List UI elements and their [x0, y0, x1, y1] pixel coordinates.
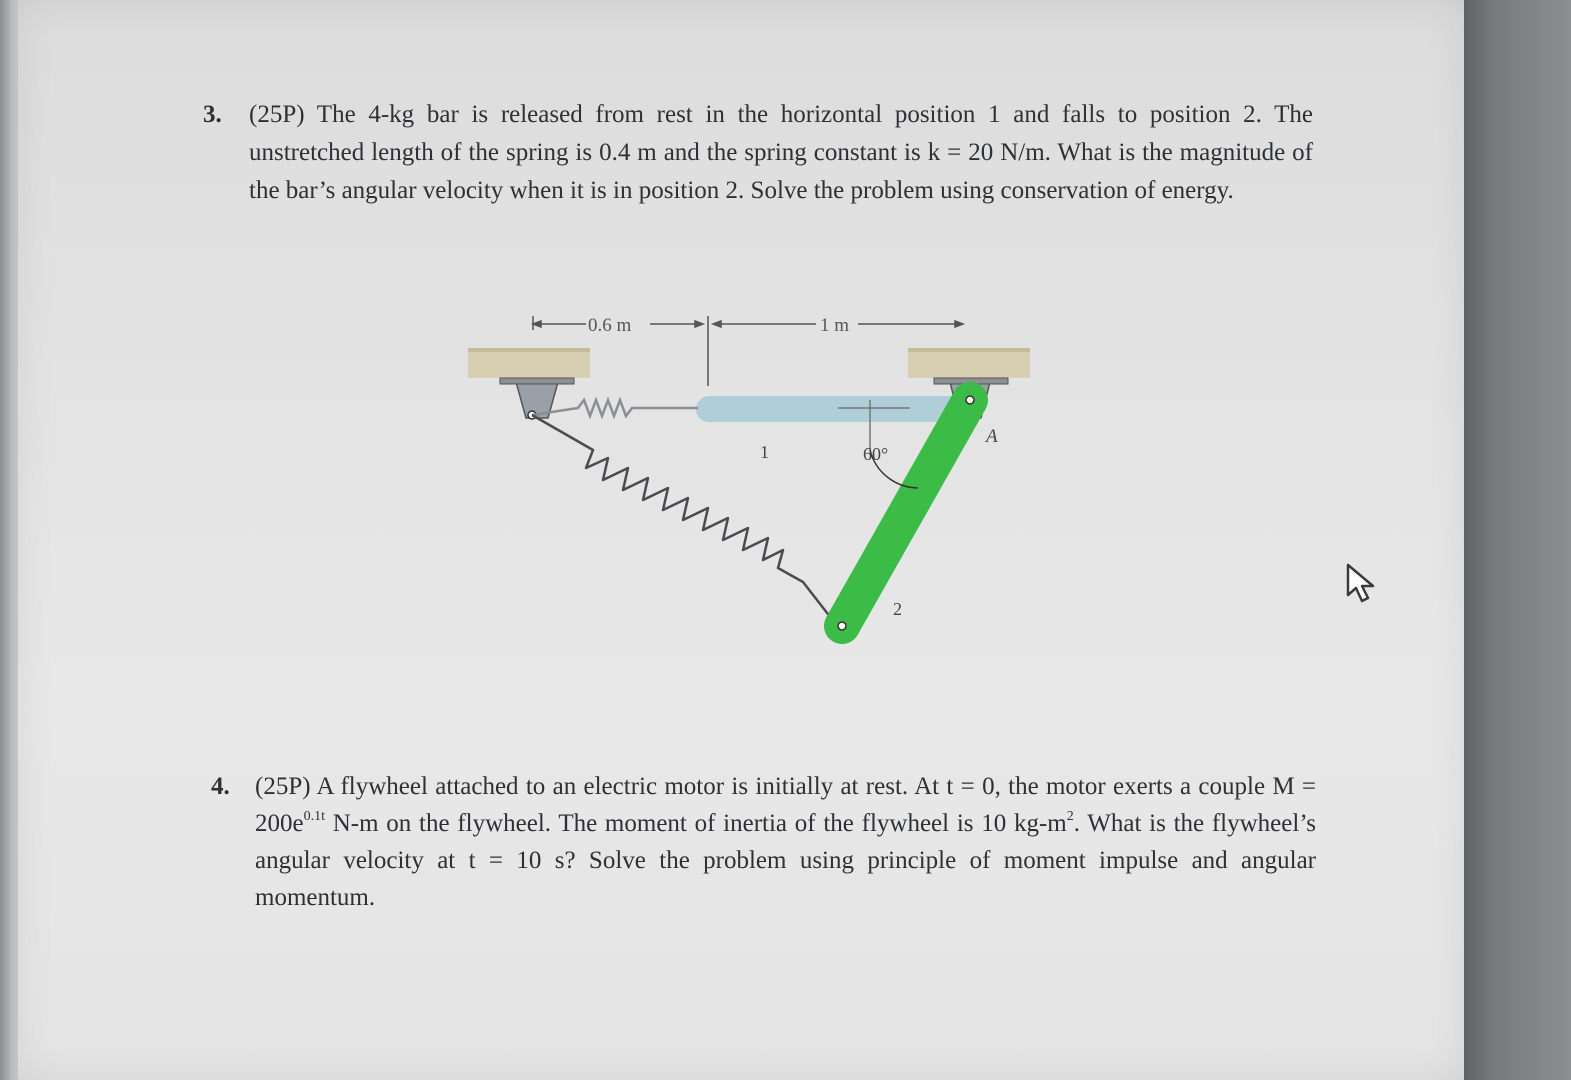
spring-position-2: [532, 415, 838, 627]
dim-left-label: 0.6 m: [588, 315, 632, 336]
problem-4-number: 4.: [211, 773, 230, 800]
problem-4-text: [255, 768, 1316, 916]
problem-3-points: (25P): [249, 101, 305, 128]
problem-3-body: The 4-kg bar is released from rest in the horizontal position 1 and falls to position 2. The unstretched length of the spring is 0.4 m and the spring constant is k = 20 N/m. What is the magnitude of the bar’s angular velocity when it is in position 2. Solve the problem using conservation of energy.: [249, 101, 1313, 204]
mouse-pointer-icon: [1345, 563, 1379, 603]
angle-label: 60°: [863, 444, 889, 464]
document-page: [18, 0, 1464, 1080]
problem-4-points: (25P): [255, 773, 311, 800]
bar-position-2: [842, 400, 970, 626]
problem-3-figure: [458, 300, 1058, 660]
problem-4-exponent-2: 2: [1066, 808, 1074, 824]
point-a-label: A: [986, 426, 998, 447]
problem-4-body-1: A flywheel attached to an electric motor is initially at rest. At t = 0, the motor exerts a couple M = 200e: [255, 773, 1317, 837]
position-1-label: 1: [760, 442, 769, 462]
right-pin: [966, 396, 974, 404]
problem-3-text: [249, 96, 1313, 210]
bar-end-pin: [838, 622, 846, 630]
problem-3-number: 3.: [203, 101, 222, 128]
spring-position-1: [532, 400, 698, 416]
bar-position-1: [696, 396, 971, 422]
dim-right-label: 1 m: [820, 315, 850, 336]
problem-4: [211, 768, 1316, 916]
problem-3: [203, 96, 1313, 210]
left-ceiling: [468, 348, 590, 378]
problem-4-body-3: . What is the flywheel’s angular velocity at t = 10 s? Solve the problem using principle of moment impulse and angular momentum.: [255, 810, 1316, 911]
problem-4-exponent: 0.1t: [303, 808, 325, 824]
position-2-label: 2: [893, 599, 902, 619]
problem-4-body-2: N-m on the flywheel. The moment of inertia of the flywheel is 10 kg-m: [325, 810, 1067, 837]
window-edge: [1462, 0, 1571, 1080]
right-ceiling: [908, 348, 1030, 378]
